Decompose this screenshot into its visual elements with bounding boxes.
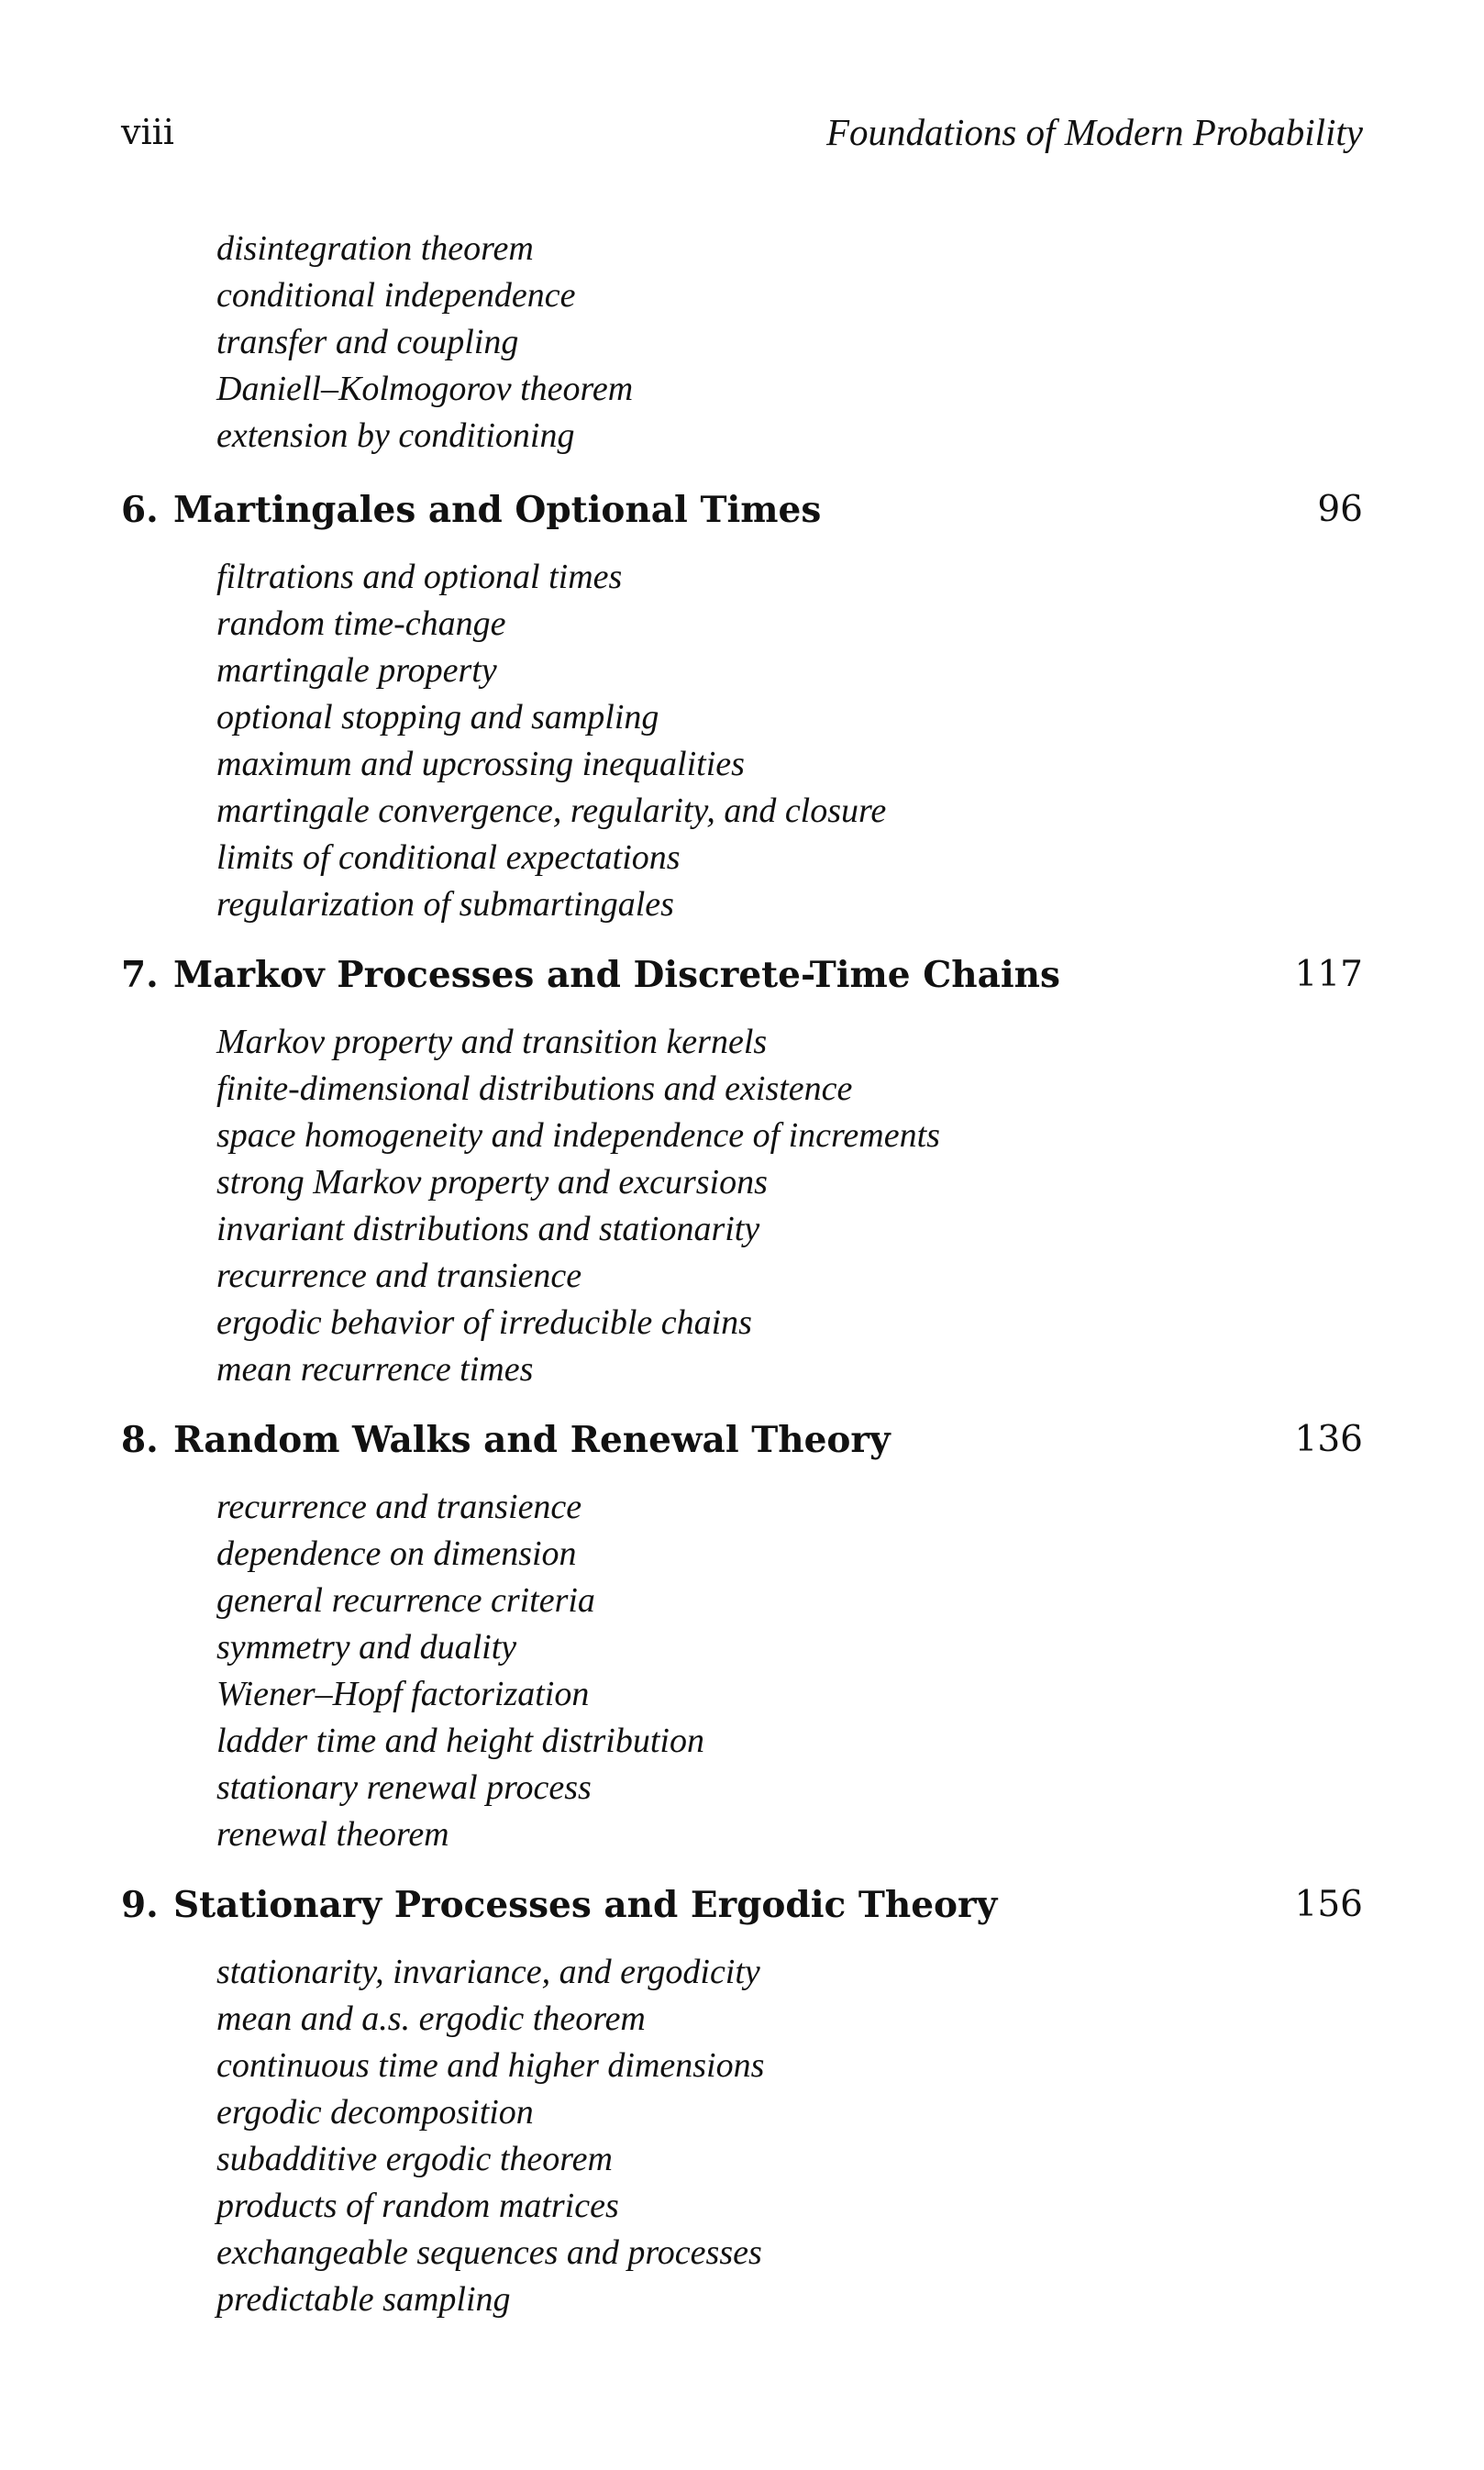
topic-item: Wiener–Hopf factorization	[216, 1675, 590, 1713]
topic-item: regularization of submartingales	[216, 885, 674, 924]
chapter-number: 9.	[121, 1884, 159, 1926]
topic-item: extension by conditioning	[216, 416, 575, 455]
topic-item: predictable sampling	[216, 2280, 511, 2319]
chapter-page-number: 156	[1294, 1884, 1363, 1925]
topic-item: strong Markov property and excursions	[216, 1163, 768, 1202]
chapter-heading	[121, 948, 1363, 1002]
topic-item: recurrence and transience	[216, 1257, 582, 1295]
chapter-title: Markov Processes and Discrete-Time Chains	[173, 954, 1060, 996]
chapter-page-number: 96	[1317, 489, 1363, 530]
page-number: viii	[121, 112, 174, 152]
topic-item: space homogeneity and independence of increments	[216, 1116, 940, 1155]
topic-item: maximum and upcrossing inequalities	[216, 745, 745, 783]
chapter-title: Random Walks and Renewal Theory	[173, 1419, 891, 1461]
topic-item: continuous time and higher dimensions	[216, 2046, 765, 2085]
topic-item: stationarity, invariance, and ergodicity	[216, 1953, 760, 1991]
continued-topic-list	[216, 226, 633, 460]
topic-item: dependence on dimension	[216, 1534, 577, 1573]
chapter-title: Stationary Processes and Ergodic Theory	[173, 1884, 998, 1926]
topic-item: finite-dimensional distributions and existence	[216, 1069, 853, 1108]
chapter-title: Martingales and Optional Times	[173, 489, 822, 531]
chapter-heading	[121, 1413, 1363, 1467]
topic-item: filtrations and optional times	[216, 558, 623, 596]
chapter-page-number: 136	[1294, 1419, 1363, 1460]
running-head	[121, 108, 1363, 156]
chapter-number: 6.	[121, 489, 159, 531]
book-title: Foundations of Modern Probability	[826, 111, 1363, 153]
chapter-topic-list	[216, 1019, 940, 1393]
topic-item: random time-change	[216, 604, 506, 643]
topic-item: products of random matrices	[216, 2187, 619, 2225]
topic-item: optional stopping and sampling	[216, 698, 659, 737]
topic-item: symmetry and duality	[216, 1628, 517, 1667]
chapter-number: 8.	[121, 1419, 159, 1461]
topic-item: stationary renewal process	[216, 1768, 592, 1807]
topic-item: disintegration theorem	[216, 229, 534, 268]
topic-item: Markov property and transition kernels	[216, 1023, 768, 1061]
topic-item: transfer and coupling	[216, 323, 519, 361]
topic-item: mean and a.s. ergodic theorem	[216, 1999, 646, 2038]
chapter-topic-list	[216, 1484, 704, 1858]
topic-item: conditional independence	[216, 276, 576, 315]
chapter-heading	[121, 1878, 1363, 1932]
chapter-heading	[121, 483, 1363, 537]
chapter-topic-list	[216, 554, 886, 928]
topic-item: martingale property	[216, 651, 497, 690]
topic-item: limits of conditional expectations	[216, 838, 681, 877]
topic-item: ladder time and height distribution	[216, 1722, 704, 1760]
topic-item: ergodic decomposition	[216, 2093, 534, 2132]
topic-item: recurrence and transience	[216, 1488, 582, 1526]
topic-item: Daniell–Kolmogorov theorem	[216, 370, 634, 408]
topic-item: exchangeable sequences and processes	[216, 2233, 762, 2272]
topic-item: subadditive ergodic theorem	[216, 2140, 613, 2178]
topic-item: martingale convergence, regularity, and closure	[216, 792, 887, 830]
topic-item: renewal theorem	[216, 1815, 449, 1854]
chapter-number: 7.	[121, 954, 159, 996]
topic-item: general recurrence criteria	[216, 1581, 595, 1620]
topic-item: ergodic behavior of irreducible chains	[216, 1303, 752, 1342]
chapter-topic-list	[216, 1949, 764, 2323]
chapter-page-number: 117	[1294, 954, 1363, 995]
topic-item: invariant distributions and stationarity	[216, 1210, 760, 1248]
topic-item: mean recurrence times	[216, 1350, 534, 1389]
